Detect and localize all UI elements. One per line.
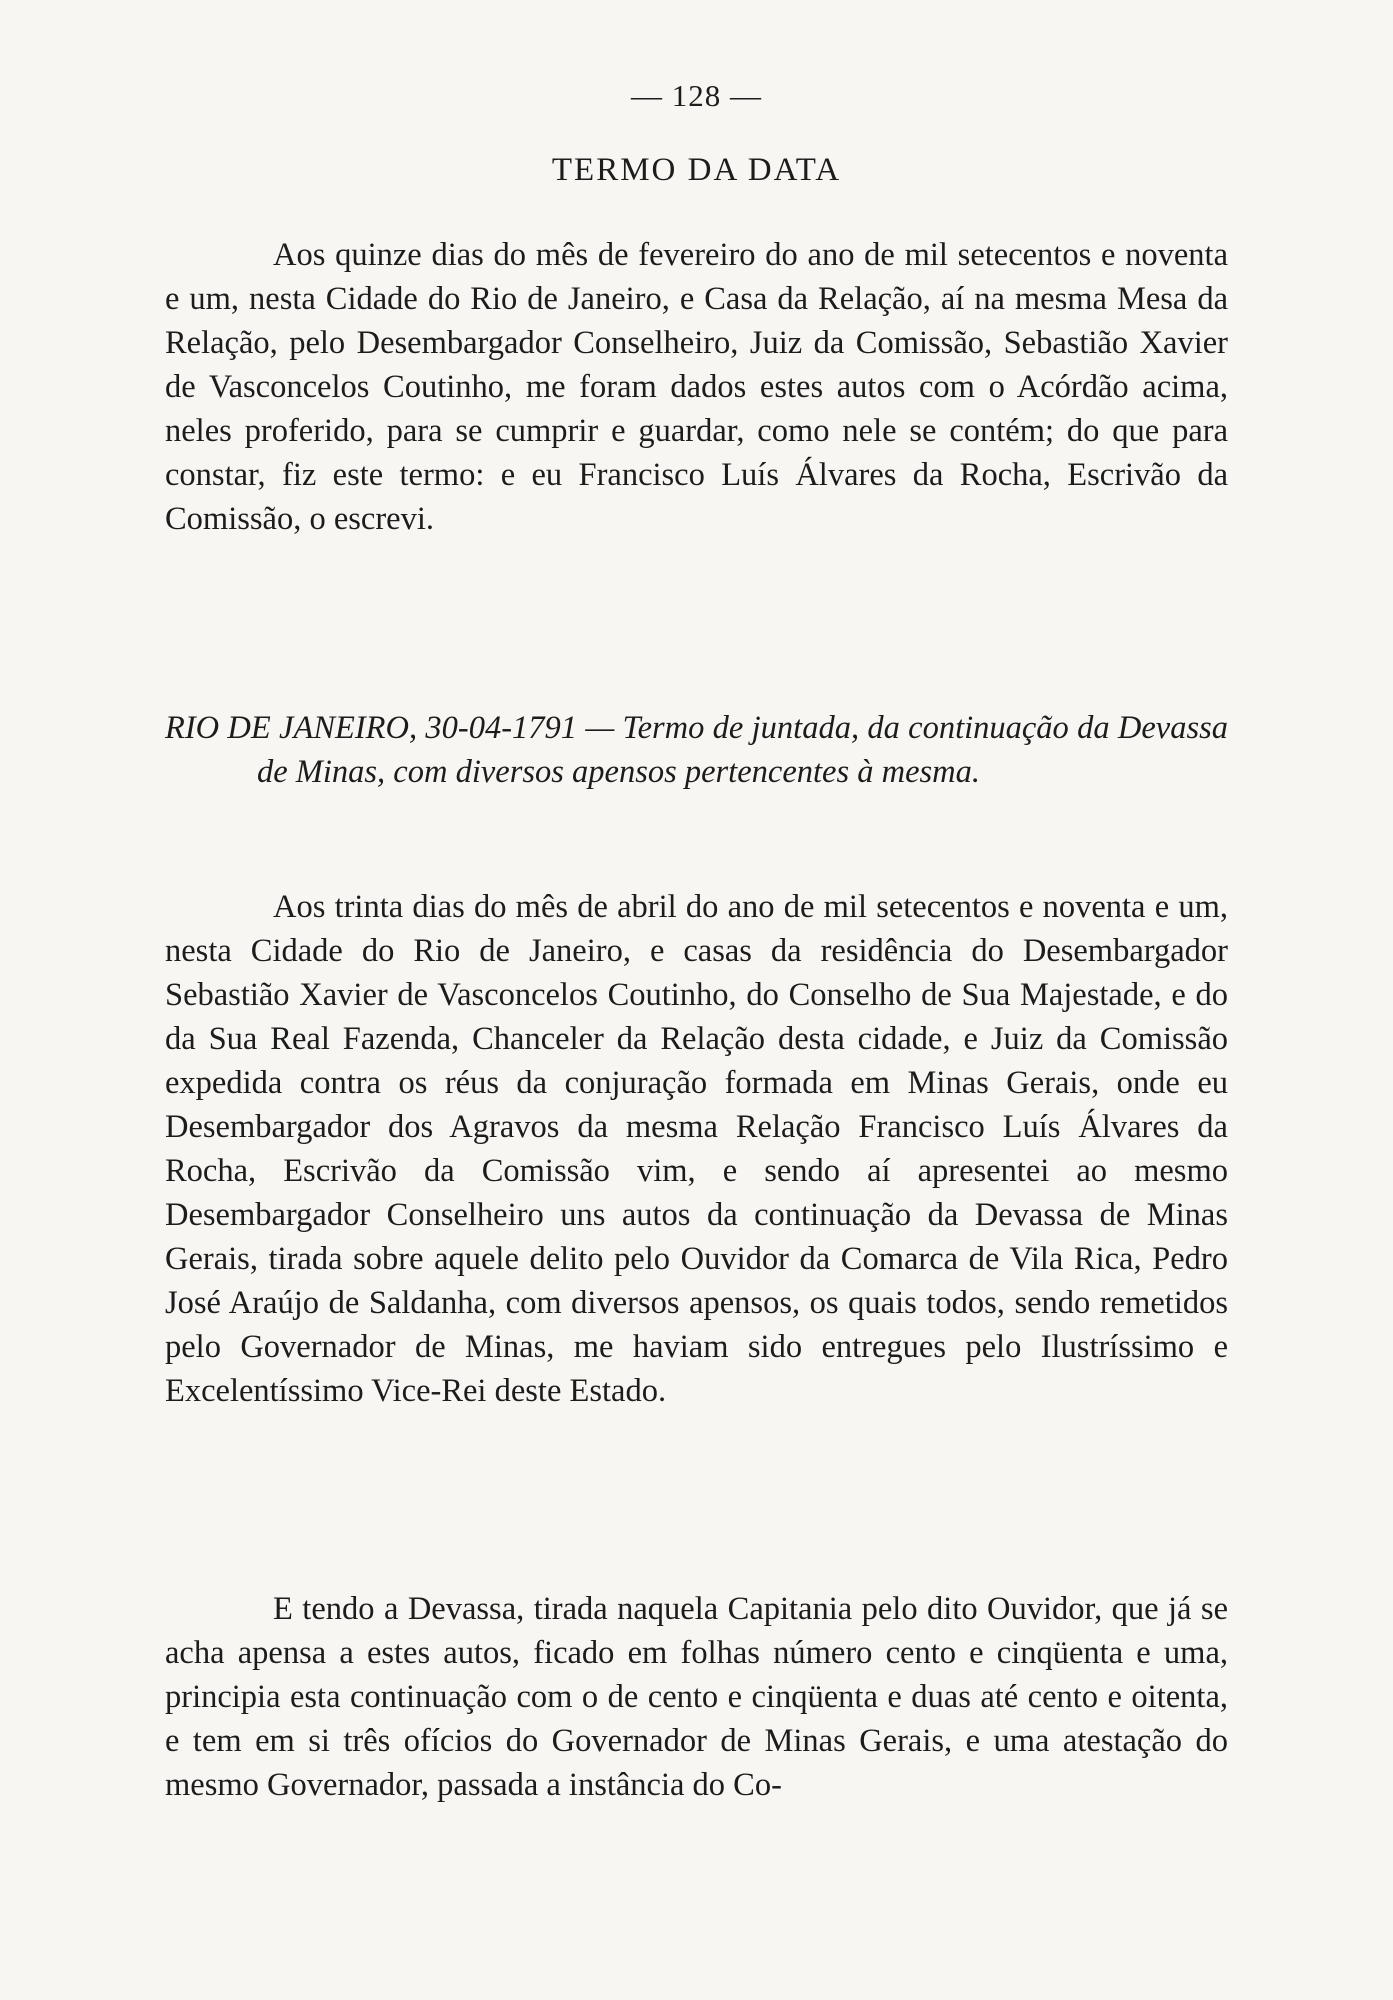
section-title: TERMO DA DATA: [551, 152, 842, 188]
paragraph-devassa: E tendo a Devassa, tirada naquela Capitania pelo dito Ouvidor, que já se acha apensa a estes autos, ficado em folhas número cento e cinqüenta e uma, principia esta continuação com o de cento e cinqüenta e duas até cento e oitenta, e tem em si três ofícios do Governador de Minas Gerais, e uma atestação do mesmo Governador, passada a instância do Co-: [165, 1591, 1228, 1803]
page-number: — 128 —: [631, 78, 762, 113]
paragraph-termo-da-data: Aos quinze dias do mês de fevereiro do ano de mil setecentos e noventa e um, nesta Cidade do Rio de Janeiro, e Casa da Relação, aí na mesma Mesa da Relação, pelo Desembargador Conselheiro, Juiz da Comissão, Sebastião Xavier de Vasconcelos Coutinho, me foram dados estes autos com o Acórdão acima, neles proferido, para se cumprir e guardar, como nele se contém; do que para constar, fiz este termo: e eu Francisco Luís Álvares da Rocha, Escrivão da Comissão, o escrevi.: [165, 237, 1228, 537]
entry-heading: RIO DE JANEIRO, 30-04-1791 — Termo de juntada, da continuação da Devassa de Minas, com diversos apensos pertencentes à mesma.: [165, 710, 1228, 790]
paragraph-juntada: Aos trinta dias do mês de abril do ano de mil setecentos e noventa e um, nesta Cidade do Rio de Janeiro, e casas da residência do Desembargador Sebastião Xavier de Vasconcelos Coutinho, do Conselho de Sua Majestade, e do da Sua Real Fazenda, Chanceler da Relação desta cidade, e Juiz da Comissão expedida contra os réus da conjuração formada em Minas Gerais, onde eu Desembargador dos Agravos da mesma Relação Francisco Luís Álvares da Rocha, Escrivão da Comissão vim, e sendo aí apresentei ao mesmo Desembargador Conselheiro uns autos da continuação da Devassa de Minas Gerais, tirada sobre aquele delito pelo Ouvidor da Comarca de Vila Rica, Pedro José Araújo de Saldanha, com diversos apensos, os quais todos, sendo remetidos pelo Governador de Minas, me haviam sido entregues pelo Ilustríssimo e Excelentíssimo Vice-Rei deste Estado.: [165, 889, 1228, 1409]
